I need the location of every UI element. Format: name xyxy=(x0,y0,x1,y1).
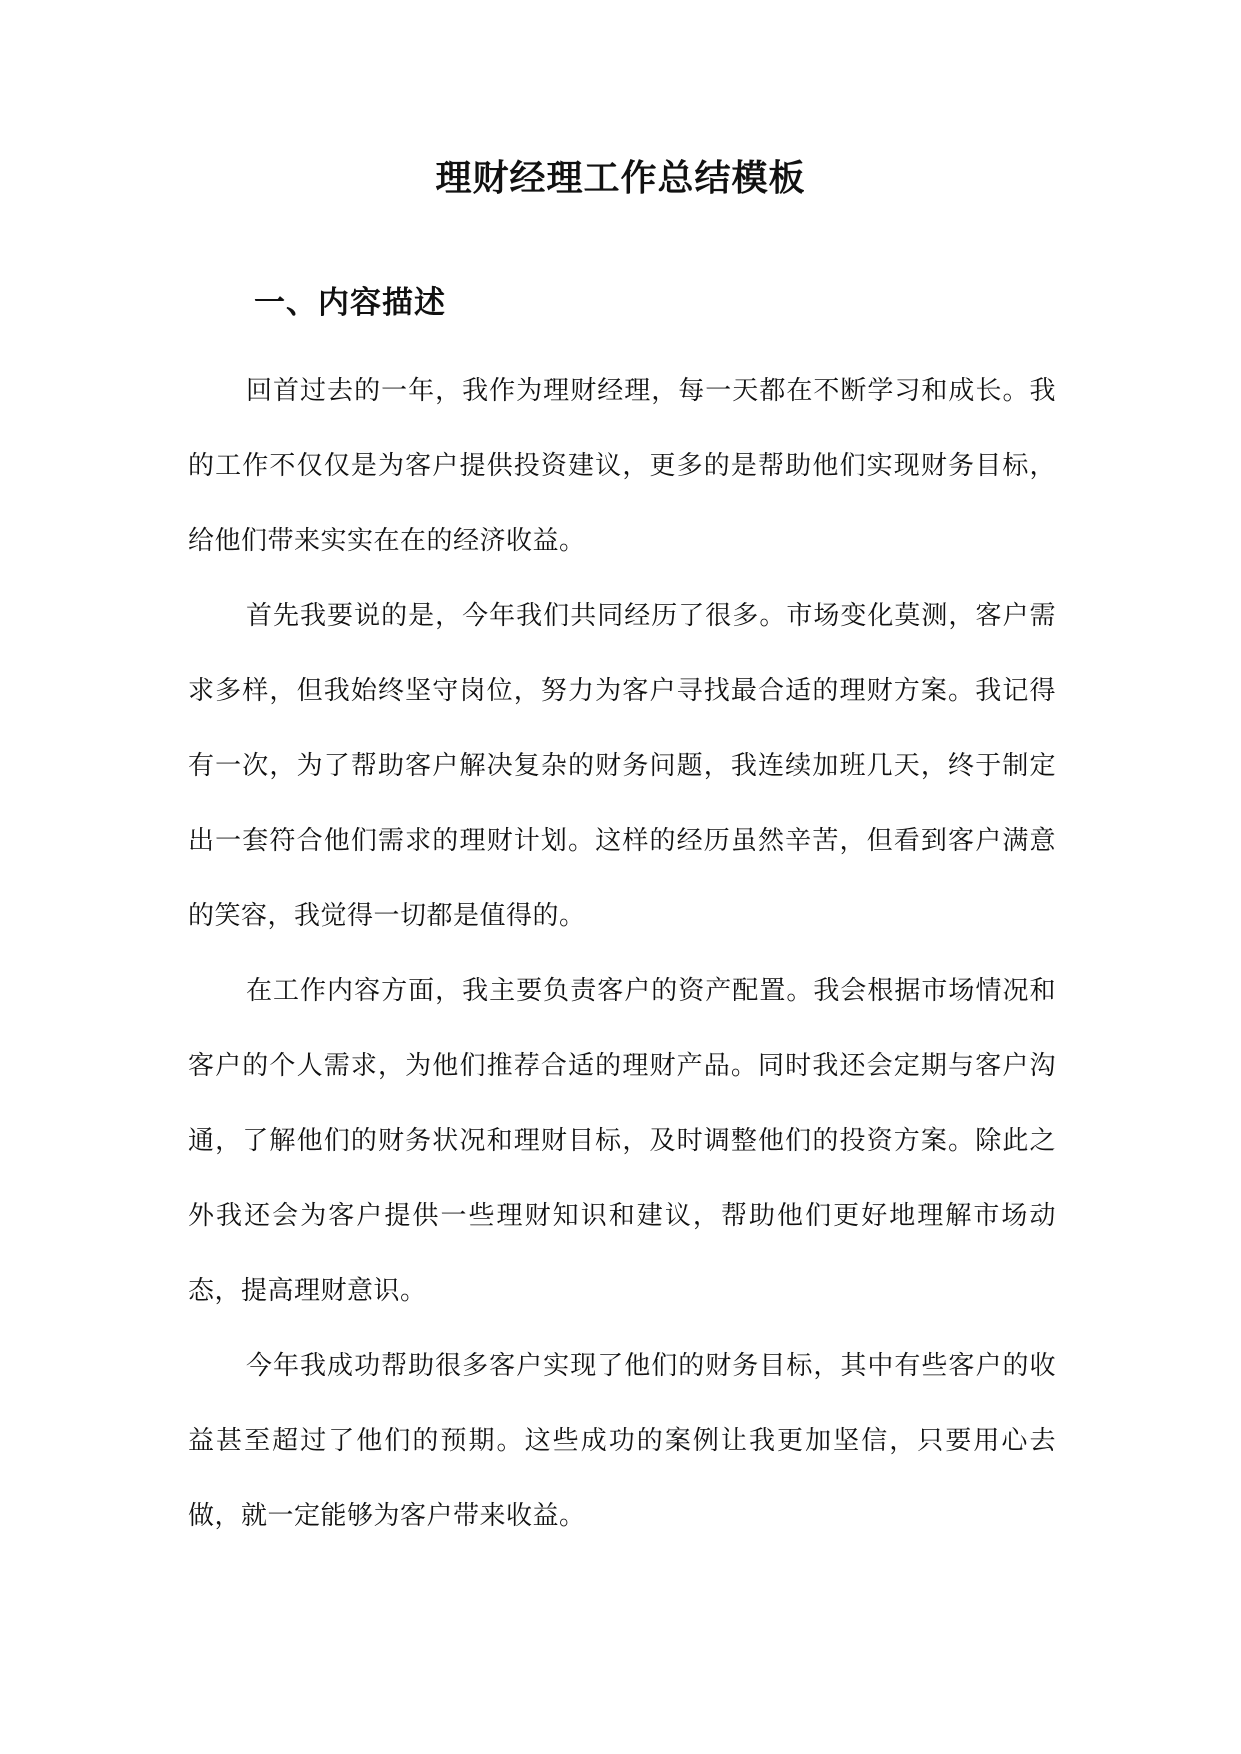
paragraph: 首先我要说的是，今年我们共同经历了很多。市场变化莫测，客户需求多样，但我始终坚守岗位，努力为客户寻找最合适的理财方案。我记得有一次，为了帮助客户解决复杂的财务问题，我连续加班几天，终于制定出一套符合他们需求的理财计划。这样的经历虽然辛苦，但看到客户满意的笑容，我觉得一切都是值得的。 xyxy=(188,601,1056,931)
document-body xyxy=(188,354,1056,1554)
document-title: 理财经理工作总结模板 xyxy=(435,157,806,199)
paragraph: 回首过去的一年，我作为理财经理，每一天都在不断学习和成长。我的工作不仅仅是为客户提供投资建议，更多的是帮助他们实现财务目标，给他们带来实实在在的经济收益。 xyxy=(188,376,1056,556)
paragraph: 今年我成功帮助很多客户实现了他们的财务目标，其中有些客户的收益甚至超过了他们的预期。这些成功的案例让我更加坚信，只要用心去做，就一定能够为客户带来收益。 xyxy=(188,1351,1056,1531)
section-heading: 一、内容描述 xyxy=(254,285,446,321)
paragraph: 在工作内容方面，我主要负责客户的资产配置。我会根据市场情况和客户的个人需求，为他们推荐合适的理财产品。同时我还会定期与客户沟通，了解他们的财务状况和理财目标，及时调整他们的投资方案。除此之外我还会为客户提供一些理财知识和建议，帮助他们更好地理解市场动态，提高理财意识。 xyxy=(188,976,1056,1306)
